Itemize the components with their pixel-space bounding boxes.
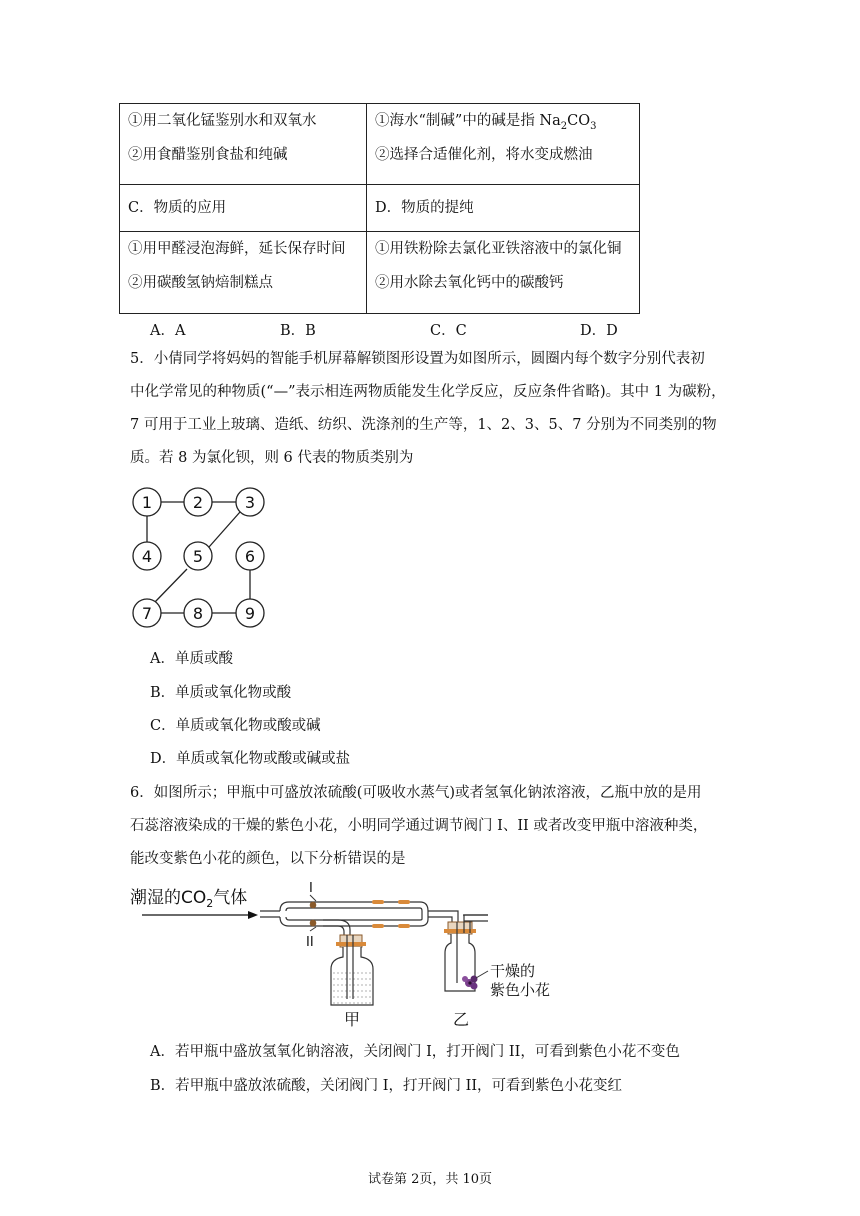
node-8-label: 8 [192, 604, 204, 623]
node-5-label: 5 [192, 547, 204, 566]
lock-pattern-diagram [125, 480, 275, 630]
table-text: ①用甲醛浸泡海鲜，延长保存时间 [128, 241, 346, 257]
apparatus-diagram [128, 875, 608, 1030]
q5-line-2: 中化学常见的种物质(“—”表示相连两物质能发生化学反应，反应条件省略)。其中 1 为碳粉， [130, 384, 726, 400]
bottle-jia-label: 甲 [344, 1010, 361, 1029]
q5-line-4: 质。若 8 为氯化钡，则 6 代表的物质类别为 [130, 450, 414, 466]
node-3-label: 3 [244, 493, 256, 512]
q4-option-a[interactable]: A．A [150, 323, 186, 339]
q5-line-3: 7 可用于工业上玻璃、造纸、纺织、洗涤剂的生产等，1、2、3、5、7 分别为不同类别的物 [130, 417, 717, 433]
options-table [119, 103, 640, 314]
table-cell-b-content [367, 104, 640, 185]
q5-option-b[interactable]: B．单质或氧化物或酸 [150, 685, 292, 701]
flower-label-2: 紫色小花 [490, 981, 551, 999]
q4-option-b[interactable]: B．B [280, 323, 316, 339]
q4-option-d[interactable]: D．D [580, 323, 618, 339]
page-footer: 试卷第 2页，共 10页 [367, 1172, 493, 1187]
q6-line-1: 6．如图所示；甲瓶中可盛放浓硫酸(可吸收水蒸气)或者氢氧化钠浓溶液，乙瓶中放的是用 [130, 785, 702, 801]
table-text: ②选择合适催化剂，将水变成燃油 [375, 147, 593, 163]
table-text: ②用水除去氧化钙中的碳酸钙 [375, 275, 564, 291]
q5-option-d[interactable]: D．单质或氧化物或酸或碱或盐 [150, 751, 351, 767]
table-cell-a-content [120, 104, 367, 185]
table-cell-c-heading: C．物质的应用 [120, 185, 367, 232]
table-cell-d-content [367, 232, 640, 314]
table-cell-d-heading: D．物质的提纯 [367, 185, 640, 232]
gas-label: 潮湿的$CO_2$气体 [130, 888, 248, 910]
flower-label-1: 干燥的 [490, 962, 536, 980]
node-9-label: 9 [244, 604, 256, 623]
q4-option-c[interactable]: C．C [430, 323, 467, 339]
q6-option-b[interactable]: B．若甲瓶中盛放浓硫酸，关闭阀门 I，打开阀门 II，可看到紫色小花变红 [150, 1078, 623, 1094]
node-1-label: 1 [141, 493, 153, 512]
table-text: ①海水“制碱”中的碱是指 $Na_2CO_3$ [375, 113, 597, 132]
q5-option-a[interactable]: A．单质或酸 [150, 651, 233, 667]
node-2-label: 2 [192, 493, 204, 512]
table-text: ②用食醋鉴别食盐和纯碱 [128, 147, 288, 163]
table-text: ①用二氧化锰鉴别水和双氧水 [128, 113, 317, 129]
valve-2-label: II [306, 935, 314, 950]
valve-1-label: I [309, 881, 313, 896]
q5-line-1: 5．小倩同学将妈妈的智能手机屏幕解锁图形设置为如图所示，圆圈内每个数字分别代表初 [130, 351, 705, 367]
bottle-yi-label: 乙 [453, 1010, 470, 1029]
q5-option-c[interactable]: C．单质或氧化物或酸或碱 [150, 718, 321, 734]
node-4-label: 4 [141, 547, 153, 566]
q6-line-2: 石蕊溶液染成的干燥的紫色小花，小明同学通过调节阀门 I、II 或者改变甲瓶中溶液种类， [130, 818, 708, 834]
valve-icons [310, 900, 410, 928]
table-text: ②用碳酸氢钠焙制糕点 [128, 275, 273, 291]
table-text: ①用铁粉除去氯化亚铁溶液中的氯化铜 [375, 241, 622, 257]
q6-line-3: 能改变紫色小花的颜色，以下分析错误的是 [130, 851, 406, 867]
table-cell-c-content [120, 232, 367, 314]
node-6-label: 6 [244, 547, 256, 566]
q6-option-a[interactable]: A．若甲瓶中盛放氢氧化钠溶液，关闭阀门 I，打开阀门 II，可看到紫色小花不变色 [150, 1044, 680, 1060]
node-7-label: 7 [141, 604, 153, 623]
bottle-jia [331, 935, 373, 1005]
